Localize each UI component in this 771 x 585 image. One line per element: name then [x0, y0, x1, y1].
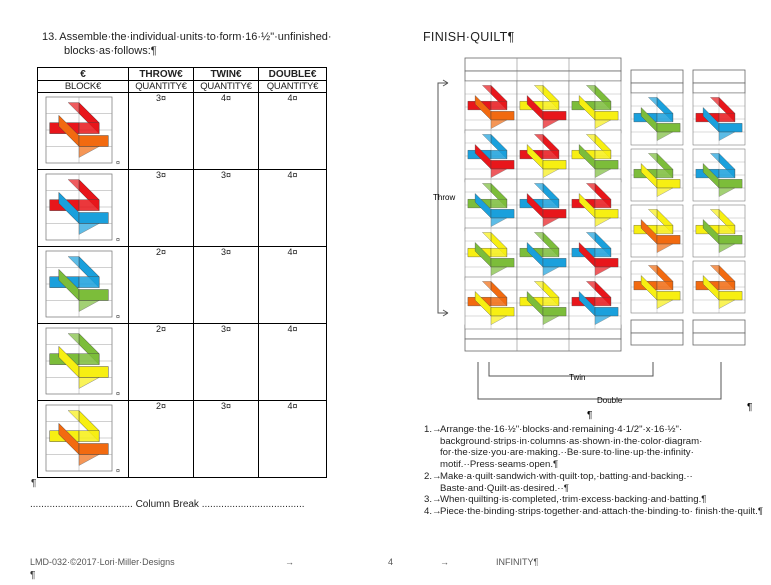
double-qty-cell: 4¤: [259, 401, 327, 478]
quilt-diagram-block: [693, 149, 745, 201]
table-header-row: [38, 68, 327, 81]
diagram-pilcrow-right: ¶: [747, 402, 753, 413]
quilt-diagram-block: [517, 130, 569, 182]
step-number: 3.→: [424, 494, 442, 506]
background-strip: [631, 70, 683, 83]
quilt-block-icon: [46, 328, 112, 394]
quilt-diagram-block: [569, 228, 621, 280]
table-subheader-row: [38, 81, 327, 93]
quilt-diagram-block: [569, 130, 621, 182]
block-green-yellow-image: [40, 324, 126, 398]
subheader-cell: QUANTITY€: [194, 81, 259, 93]
step-text: Make·a·quilt·sandwich·with·quilt·top,·batting·and·backing.·· Baste·and·Quilt·as·desired.··¶: [440, 470, 693, 494]
quilt-block-icon: [46, 405, 112, 471]
throw-qty-cell: 2¤: [129, 401, 194, 478]
table-row: [38, 93, 327, 170]
finish-steps: [424, 424, 769, 518]
block-red-orange-image: [40, 93, 126, 167]
step-13-line-2: blocks·as·follows:¶: [64, 45, 157, 57]
twin-qty-cell: 3¤: [194, 247, 259, 324]
subheader-cell: QUANTITY€: [259, 81, 327, 93]
header-cell: THROW€: [129, 68, 194, 81]
double-label: Double: [597, 396, 623, 405]
svg-text:¤: ¤: [116, 160, 120, 167]
step-13-line-1: Assemble·the·individual·units·to·form·16·½"·unfinished·: [59, 31, 332, 43]
background-strip: [465, 339, 621, 351]
step-number: 2.→: [424, 470, 442, 482]
footer-page-number: 4: [388, 557, 394, 567]
footer-pilcrow: ¶: [30, 570, 36, 581]
quilt-diagram-block: [569, 179, 621, 231]
quilt-block-icon: [46, 251, 112, 317]
quilt-diagram-block: [517, 277, 569, 329]
subheader-cell: QUANTITY€: [129, 81, 194, 93]
subheader-cell: BLOCK€: [38, 81, 129, 93]
header-cell: €: [38, 68, 129, 81]
twin-qty-cell: 4¤: [194, 93, 259, 170]
quilt-diagram-block: [631, 149, 683, 201]
diagram-pilcrow: ¶: [587, 410, 593, 420]
footer-tab-arrow: →: [285, 557, 294, 567]
footer-credit: LMD-032·©2017·Lori·Miller·Designs: [30, 557, 175, 567]
quilt-diagram-block: [517, 228, 569, 280]
quilt-diagram-block: [465, 130, 517, 182]
block-cell: [38, 93, 129, 170]
background-strip: [693, 70, 745, 83]
quilt-block-icon: [46, 97, 112, 163]
table-row: [38, 247, 327, 324]
paragraph-mark: ¶: [31, 478, 37, 489]
background-strip: [693, 320, 745, 333]
throw-qty-cell: 2¤: [129, 324, 194, 401]
block-cell: [38, 170, 129, 247]
block-blue-green-image: [40, 247, 126, 321]
throw-qty-cell: 3¤: [129, 170, 194, 247]
background-strip: [631, 83, 683, 93]
header-cell: TWIN€: [194, 68, 259, 81]
table-row: [38, 170, 327, 247]
table-row: [38, 324, 327, 401]
block-cell: [38, 401, 129, 478]
twin-qty-cell: 3¤: [194, 401, 259, 478]
background-strip: [693, 333, 745, 345]
quilt-layout-diagram: [425, 50, 771, 420]
throw-label: Throw: [433, 193, 456, 202]
svg-text:¤: ¤: [116, 468, 120, 475]
background-strip: [631, 320, 683, 333]
double-qty-cell: 4¤: [259, 93, 327, 170]
throw-qty-cell: 3¤: [129, 93, 194, 170]
double-qty-cell: 4¤: [259, 170, 327, 247]
table-row: [38, 401, 327, 478]
block-cell: [38, 247, 129, 324]
quilt-diagram-block: [465, 179, 517, 231]
step-item: [424, 471, 769, 494]
step-item: [424, 506, 769, 518]
svg-text:¤: ¤: [116, 391, 120, 398]
background-strip: [465, 71, 621, 81]
twin-label: Twin: [569, 373, 586, 382]
quilt-diagram-block: [569, 81, 621, 133]
throw-qty-cell: 2¤: [129, 247, 194, 324]
quilt-diagram-block: [517, 81, 569, 133]
double-qty-cell: 4¤: [259, 324, 327, 401]
background-strip: [631, 333, 683, 345]
background-strip: [693, 83, 745, 93]
quilt-diagram-block: [631, 93, 683, 145]
quilt-diagram-block: [693, 205, 745, 257]
column-break: ..................................... Column Break .....................................: [30, 499, 305, 510]
quilt-diagram-block: [693, 93, 745, 145]
quilt-diagram-block: [631, 205, 683, 257]
quilt-diagram-block: [465, 81, 517, 133]
step-text: Piece·the·binding·strips·together·and·attach·the·binding·to· finish·the·quilt.¶: [440, 505, 763, 517]
background-strip: [465, 58, 621, 71]
step-number: 4.→: [424, 505, 442, 517]
step-text: When·quilting·is·completed,·trim·excess·backing·and·batting.¶: [440, 494, 707, 506]
quilt-diagram-block: [517, 179, 569, 231]
svg-text:¤: ¤: [116, 314, 120, 321]
footer-title: INFINITY¶: [496, 557, 539, 567]
quilt-diagram-block: [465, 277, 517, 329]
step-number: 1.→: [424, 424, 442, 435]
twin-qty-cell: 3¤: [194, 170, 259, 247]
quilt-diagram-block: [693, 261, 745, 313]
step-item: [424, 424, 769, 471]
block-quantity-table: [37, 67, 327, 478]
header-cell: DOUBLE€: [259, 68, 327, 81]
twin-qty-cell: 3¤: [194, 324, 259, 401]
block-cell: [38, 324, 129, 401]
double-arrow: [478, 362, 721, 399]
footer-tab-arrow: →: [440, 557, 449, 567]
quilt-diagram-block: [569, 277, 621, 329]
quilt-block-icon: [46, 174, 112, 240]
double-qty-cell: 4¤: [259, 247, 327, 324]
svg-text:¤: ¤: [116, 237, 120, 244]
block-red-blue-image: [40, 170, 126, 244]
step-13-text: [42, 30, 342, 58]
step-text: Arrange·the·16·½"·blocks·and·remaining·4·1/2"·x·16·½"· background·strips·in·columns·as·shown·in·the·color·diagram· for·the·size·you·are·making.··Be·sure·to·line·up·the·infinity· motif.··Press·seams·open.¶: [440, 424, 703, 471]
block-yellow-orange-image: [40, 401, 126, 475]
step-13-number: 13.: [42, 31, 58, 43]
quilt-diagram-block: [631, 261, 683, 313]
step-item: [424, 494, 769, 506]
page-title: FINISH·QUILT¶: [423, 30, 515, 44]
quilt-diagram-block: [465, 228, 517, 280]
